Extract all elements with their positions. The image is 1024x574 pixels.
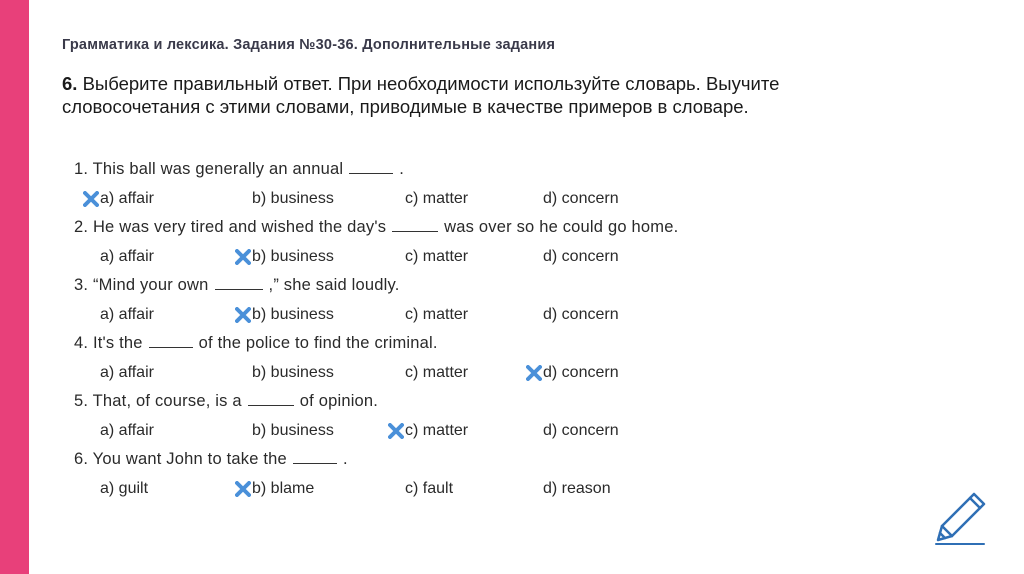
option-label: b) business bbox=[252, 306, 334, 323]
answer-option[interactable] bbox=[100, 422, 154, 440]
question-stem: 6. You want John to take the bbox=[74, 450, 287, 468]
option-label: d) reason bbox=[543, 480, 611, 497]
accent-bar bbox=[0, 0, 29, 574]
answer-option[interactable] bbox=[252, 422, 334, 440]
answer-option[interactable] bbox=[543, 248, 619, 266]
question-stem: 3. “Mind your own bbox=[74, 276, 209, 294]
answer-blank bbox=[349, 161, 393, 174]
answer-option[interactable] bbox=[405, 480, 453, 498]
answer-option[interactable] bbox=[252, 480, 314, 498]
answer-option[interactable] bbox=[100, 364, 154, 382]
question-text bbox=[74, 334, 438, 353]
cross-mark-icon bbox=[235, 307, 251, 323]
answer-option[interactable] bbox=[405, 422, 468, 440]
question-tail: of opinion. bbox=[299, 392, 379, 410]
option-label: c) matter bbox=[405, 248, 469, 265]
question-stem: 2. He was very tired and wished the day's bbox=[74, 218, 387, 236]
option-label: b) business bbox=[252, 422, 334, 439]
question-text bbox=[74, 392, 378, 411]
option-label: b) business bbox=[252, 248, 334, 265]
option-label: c) matter bbox=[405, 306, 469, 323]
answer-option[interactable] bbox=[405, 306, 468, 324]
question-tail: of the police to find the criminal. bbox=[198, 334, 438, 352]
question-text bbox=[74, 450, 348, 469]
answer-option[interactable] bbox=[100, 480, 148, 498]
answer-option[interactable] bbox=[100, 306, 154, 324]
task-number: 6. bbox=[62, 73, 78, 94]
option-label: d) concern bbox=[543, 422, 619, 439]
answer-option[interactable] bbox=[543, 364, 619, 382]
option-label: b) business bbox=[252, 364, 334, 381]
question-tail: . bbox=[399, 160, 405, 178]
question-1 bbox=[74, 160, 794, 218]
option-label: d) concern bbox=[543, 248, 619, 265]
option-label: c) matter bbox=[405, 422, 469, 439]
answer-blank bbox=[248, 393, 294, 406]
question-list bbox=[74, 160, 794, 508]
cross-mark-icon bbox=[83, 191, 99, 207]
answer-blank bbox=[293, 451, 337, 464]
answer-option[interactable] bbox=[405, 248, 468, 266]
option-label: d) concern bbox=[543, 306, 619, 323]
question-2 bbox=[74, 218, 794, 276]
option-label: b) blame bbox=[252, 480, 315, 497]
answer-blank bbox=[215, 277, 263, 290]
answer-option[interactable] bbox=[543, 306, 619, 324]
question-4 bbox=[74, 334, 794, 392]
answer-blank bbox=[149, 335, 193, 348]
cross-mark-icon bbox=[526, 365, 542, 381]
question-tail: was over so he could go home. bbox=[444, 218, 679, 236]
option-label: d) concern bbox=[543, 364, 619, 381]
question-text bbox=[74, 160, 404, 179]
option-label: a) affair bbox=[100, 364, 154, 381]
question-tail: . bbox=[342, 450, 348, 468]
option-label: a) guilt bbox=[100, 480, 149, 497]
pencil-icon[interactable] bbox=[930, 488, 990, 548]
answer-option[interactable] bbox=[405, 190, 468, 208]
option-label: c) matter bbox=[405, 364, 469, 381]
question-text bbox=[74, 218, 678, 237]
answer-option[interactable] bbox=[252, 364, 334, 382]
answer-option[interactable] bbox=[543, 480, 611, 498]
option-label: d) concern bbox=[543, 190, 619, 207]
answer-option[interactable] bbox=[405, 364, 468, 382]
question-text bbox=[74, 276, 400, 295]
cross-mark-icon bbox=[388, 423, 404, 439]
cross-mark-icon bbox=[235, 481, 251, 497]
question-stem: 4. It's the bbox=[74, 334, 143, 352]
option-label: a) affair bbox=[100, 422, 154, 439]
answer-option[interactable] bbox=[100, 248, 154, 266]
task-instruction bbox=[62, 72, 882, 118]
answer-blank bbox=[392, 219, 438, 232]
cross-mark-icon bbox=[235, 249, 251, 265]
task-text: Выберите правильный ответ. При необходимости используйте словарь. Выучите словосочетания с этими словами, приводимые в качестве примеров в словаре. bbox=[62, 73, 780, 117]
answer-option[interactable] bbox=[252, 190, 334, 208]
question-stem: 5. That, of course, is a bbox=[74, 392, 242, 410]
answer-option[interactable] bbox=[100, 190, 154, 208]
question-5 bbox=[74, 392, 794, 450]
answer-option[interactable] bbox=[543, 190, 619, 208]
option-label: a) affair bbox=[100, 190, 154, 207]
option-label: b) business bbox=[252, 190, 334, 207]
option-label: a) affair bbox=[100, 248, 154, 265]
question-tail: ,” she said loudly. bbox=[268, 276, 400, 294]
option-label: a) affair bbox=[100, 306, 154, 323]
question-stem: 1. This ball was generally an annual bbox=[74, 160, 344, 178]
answer-option[interactable] bbox=[543, 422, 619, 440]
slide-header: Грамматика и лексика. Задания №30-36. Дополнительные задания bbox=[62, 37, 556, 53]
question-3 bbox=[74, 276, 794, 334]
answer-option[interactable] bbox=[252, 248, 334, 266]
option-label: c) fault bbox=[405, 480, 454, 497]
option-label: c) matter bbox=[405, 190, 469, 207]
question-6 bbox=[74, 450, 794, 508]
answer-option[interactable] bbox=[252, 306, 334, 324]
